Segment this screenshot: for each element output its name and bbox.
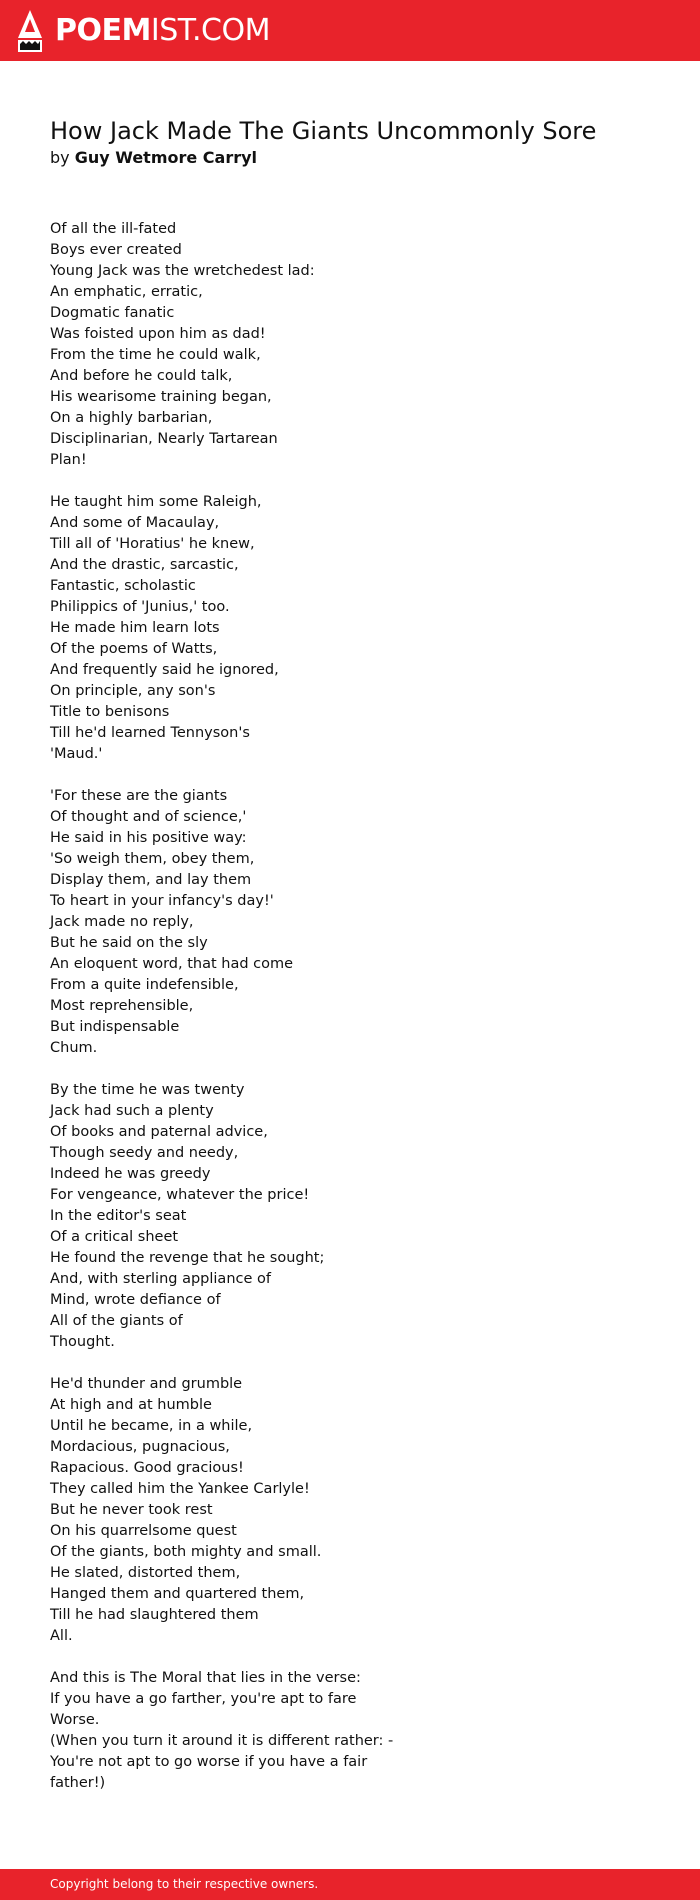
poem-line: Though seedy and needy, [50,1145,239,1161]
poem-line: Till he'd learned Tennyson's [50,725,250,741]
poem-line: Till he had slaughtered them [50,1607,259,1623]
poem-line: At high and at humble [50,1397,212,1413]
poem-stanza [50,1080,650,1353]
poem-line: Display them, and lay them [50,872,252,888]
poem-line: He'd thunder and grumble [50,1376,243,1392]
poem-line: Till all of 'Horatius' he knew, [50,536,255,552]
poem-line: And some of Macaulay, [50,515,220,531]
by-label: by [50,148,70,167]
poem-line: He made him learn lots [50,620,220,636]
poem-stanza [50,1668,650,1794]
poem-line: But he said on the sly [50,935,208,951]
poem-line: You're not apt to go worse if you have a fair [50,1754,368,1770]
poem-line: Boys ever created [50,242,182,258]
site-footer [0,1869,700,1900]
poem-line: But he never took rest [50,1502,213,1518]
poem-line: His wearisome training began, [50,389,272,405]
site-logo[interactable] [18,10,270,52]
copyright-notice: Copyright belong to their respective owners. [50,1877,319,1891]
poem-line: By the time he was twenty [50,1082,245,1098]
poem-author: Guy Wetmore Carryl [74,148,258,167]
poem-line: On principle, any son's [50,683,216,699]
poem-line: (When you turn it around it is different rather: - [50,1733,394,1749]
poem-line: And the drastic, sarcastic, [50,557,239,573]
poem-line: Most reprehensible, [50,998,194,1014]
poem-line: 'For these are the giants [50,788,228,804]
poem-line: Plan! [50,452,87,468]
poem-line: On his quarrelsome quest [50,1523,237,1539]
poem-title: How Jack Made The Giants Uncommonly Sore [50,117,597,145]
poem-line: Of all the ill-fated [50,221,177,237]
poem-line: Until he became, in a while, [50,1418,253,1434]
poem-line: Fantastic, scholastic [50,578,196,594]
poem-line: From the time he could walk, [50,347,261,363]
poem-header [50,116,650,169]
poem-line: Was foisted upon him as dad! [50,326,266,342]
poem-stanza [50,786,650,1059]
site-header [0,0,700,61]
poem-line: Of thought and of science,' [50,809,247,825]
poem-line: Dogmatic fanatic [50,305,175,321]
poem-line: Of a critical sheet [50,1229,179,1245]
poem-line: On a highly barbarian, [50,410,213,426]
poem-line: And, with sterling appliance of [50,1271,271,1287]
poem-line: And frequently said he ignored, [50,662,279,678]
poem-line: Worse. [50,1712,100,1728]
poem-line: He found the revenge that he sought; [50,1250,325,1266]
poem-line: Jack made no reply, [50,914,194,930]
poem-line: Disciplinarian, Nearly Tartarean [50,431,278,447]
poem-stanza [50,1374,650,1647]
poem-line: Chum. [50,1040,98,1056]
poem-line: Jack had such a plenty [50,1103,214,1119]
logo-light-text: IST.COM [150,13,270,48]
poem-line: He taught him some Raleigh, [50,494,262,510]
poem-line: Indeed he was greedy [50,1166,211,1182]
poem-line: He slated, distorted them, [50,1565,241,1581]
poem-line: Mordacious, pugnacious, [50,1439,230,1455]
pen-nib-logo-icon [18,10,42,52]
poem-line: Of books and paternal advice, [50,1124,268,1140]
poem-line: An eloquent word, that had come [50,956,294,972]
poem-line: If you have a go farther, you're apt to fare [50,1691,357,1707]
poem-line: All. [50,1628,73,1644]
poem-line: And this is The Moral that lies in the verse: [50,1670,361,1686]
poem-line: father!) [50,1775,106,1791]
poem-stanza [50,492,650,765]
poem-line: An emphatic, erratic, [50,284,203,300]
poem-line: Of the giants, both mighty and small. [50,1544,322,1560]
poem-line: And before he could talk, [50,368,233,384]
poem-line: Thought. [50,1334,115,1350]
poem-line: They called him the Yankee Carlyle! [50,1481,310,1497]
site-logo-text [55,10,270,52]
poem-line: 'So weigh them, obey them, [50,851,255,867]
poem-stanza [50,219,650,471]
poem-line: To heart in your infancy's day!' [50,893,274,909]
poem-line: From a quite indefensible, [50,977,239,993]
poem-line: In the editor's seat [50,1208,187,1224]
poem-line: Rapacious. Good gracious! [50,1460,244,1476]
poem-line: Mind, wrote defiance of [50,1292,221,1308]
poem-line: For vengeance, whatever the price! [50,1187,310,1203]
poem-line: All of the giants of [50,1313,183,1329]
poem-line: Young Jack was the wretchedest lad: [50,263,315,279]
poem-line: 'Maud.' [50,746,103,762]
poem-line: Philippics of 'Junius,' too. [50,599,230,615]
poem-line: Title to benisons [50,704,170,720]
poem-line: Of the poems of Watts, [50,641,218,657]
logo-bold-text: POEM [55,13,151,48]
poem-line: He said in his positive way: [50,830,247,846]
poem-line: Hanged them and quartered them, [50,1586,305,1602]
poem-body [50,219,650,1815]
poem-byline [50,147,650,169]
poem-line: But indispensable [50,1019,180,1035]
